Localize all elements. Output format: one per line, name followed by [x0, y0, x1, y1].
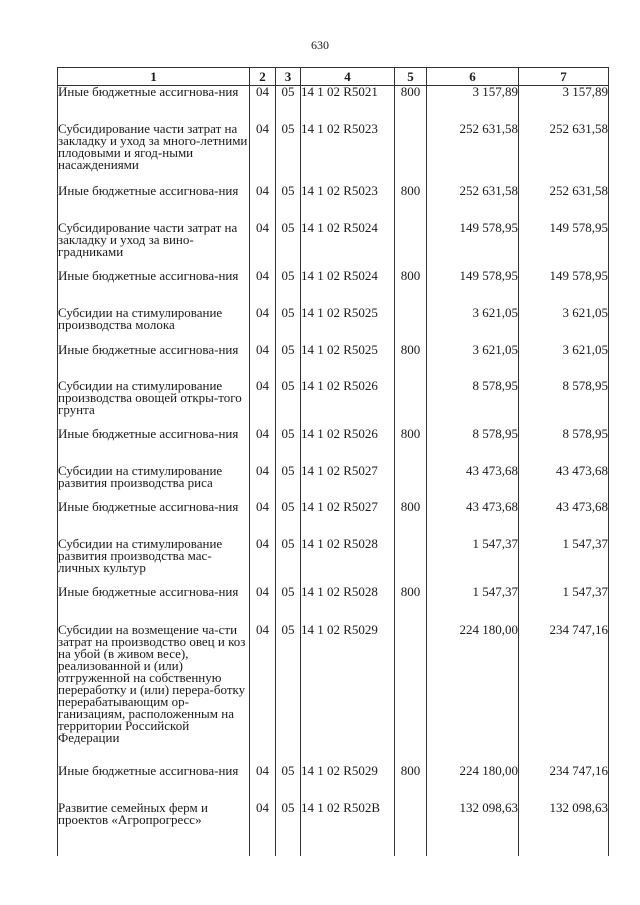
row-col3: 05	[276, 86, 301, 123]
row-col2: 04	[250, 344, 276, 380]
row-value-7: 149 578,95	[519, 222, 609, 270]
row-col2: 04	[250, 624, 276, 765]
row-value-6: 1 547,37	[427, 538, 519, 586]
row-col5: 800	[395, 185, 427, 222]
row-value-6: 224 180,00	[427, 765, 519, 802]
row-col5	[395, 380, 427, 428]
row-value-7: 1 547,37	[519, 538, 609, 586]
row-col3: 05	[276, 307, 301, 344]
row-col5: 800	[395, 270, 427, 307]
row-value-6: 3 621,05	[427, 344, 519, 380]
row-col5	[395, 222, 427, 270]
page-number: 630	[311, 38, 329, 52]
row-value-6: 252 631,58	[427, 185, 519, 222]
table-row	[58, 538, 609, 586]
row-value-7: 149 578,95	[519, 270, 609, 307]
row-value-7: 3 157,89	[519, 86, 609, 123]
row-code: 14 1 02 R5023	[301, 123, 395, 185]
table-row	[58, 624, 609, 765]
table-row	[58, 501, 609, 538]
row-code: 14 1 02 R5024	[301, 270, 395, 307]
table-row	[58, 307, 609, 344]
row-col5	[395, 123, 427, 185]
table-row	[58, 765, 609, 802]
table-row	[58, 380, 609, 428]
row-value-7: 252 631,58	[519, 123, 609, 185]
row-col2: 04	[250, 86, 276, 123]
row-value-7: 234 747,16	[519, 765, 609, 802]
table-row	[58, 428, 609, 465]
table-row	[58, 802, 609, 856]
row-col2: 04	[250, 428, 276, 465]
row-col3: 05	[276, 222, 301, 270]
row-col3: 05	[276, 765, 301, 802]
row-name: Субсидии на стимулирование развития производства мас-личных культур	[58, 538, 250, 586]
row-name: Субсидии на стимулирование производства молока	[58, 307, 250, 344]
row-col5	[395, 307, 427, 344]
row-code: 14 1 02 R5028	[301, 538, 395, 586]
row-col3: 05	[276, 538, 301, 586]
row-col3: 05	[276, 344, 301, 380]
row-col3: 05	[276, 501, 301, 538]
row-col3: 05	[276, 380, 301, 428]
row-col5	[395, 465, 427, 501]
row-code: 14 1 02 R5023	[301, 185, 395, 222]
row-name: Иные бюджетные ассигнова-ния	[58, 586, 250, 624]
row-code: 14 1 02 R5027	[301, 465, 395, 501]
row-col5: 800	[395, 86, 427, 123]
table-row	[58, 586, 609, 624]
row-col2: 04	[250, 222, 276, 270]
col-header-5: 5	[395, 68, 427, 86]
row-value-6: 252 631,58	[427, 123, 519, 185]
row-name: Субсидии на стимулирование развития производства риса	[58, 465, 250, 501]
row-col3: 05	[276, 185, 301, 222]
row-code: 14 1 02 R5026	[301, 428, 395, 465]
row-name: Иные бюджетные ассигнова-ния	[58, 270, 250, 307]
row-col5	[395, 624, 427, 765]
col-header-4: 4	[301, 68, 395, 86]
row-name: Субсидирование части затрат на закладку и уход за вино-градниками	[58, 222, 250, 270]
col-header-3: 3	[276, 68, 301, 86]
row-col2: 04	[250, 185, 276, 222]
row-col3: 05	[276, 586, 301, 624]
row-col2: 04	[250, 465, 276, 501]
row-value-7: 252 631,58	[519, 185, 609, 222]
row-value-7: 3 621,05	[519, 344, 609, 380]
row-value-6: 149 578,95	[427, 222, 519, 270]
table-row	[58, 270, 609, 307]
row-col2: 04	[250, 307, 276, 344]
row-col5: 800	[395, 586, 427, 624]
row-value-6: 43 473,68	[427, 465, 519, 501]
row-col2: 04	[250, 501, 276, 538]
table-row	[58, 185, 609, 222]
row-code: 14 1 02 R502B	[301, 802, 395, 856]
row-col2: 04	[250, 123, 276, 185]
budget-table	[57, 67, 609, 856]
row-col3: 05	[276, 123, 301, 185]
row-value-7: 3 621,05	[519, 307, 609, 344]
row-col2: 04	[250, 765, 276, 802]
col-header-6: 6	[427, 68, 519, 86]
row-value-6: 43 473,68	[427, 501, 519, 538]
table-row	[58, 465, 609, 501]
row-value-6: 224 180,00	[427, 624, 519, 765]
row-name: Субсидии на стимулирование производства овощей откры-того грунта	[58, 380, 250, 428]
row-code: 14 1 02 R5029	[301, 624, 395, 765]
row-code: 14 1 02 R5021	[301, 86, 395, 123]
table-row	[58, 222, 609, 270]
row-code: 14 1 02 R5025	[301, 344, 395, 380]
row-col2: 04	[250, 802, 276, 856]
row-name: Иные бюджетные ассигнова-ния	[58, 765, 250, 802]
row-value-7: 8 578,95	[519, 428, 609, 465]
row-value-6: 3 621,05	[427, 307, 519, 344]
table-row	[58, 123, 609, 185]
row-col3: 05	[276, 802, 301, 856]
row-value-6: 3 157,89	[427, 86, 519, 123]
row-col5: 800	[395, 428, 427, 465]
row-col2: 04	[250, 586, 276, 624]
row-col3: 05	[276, 465, 301, 501]
row-col5	[395, 802, 427, 856]
row-col2: 04	[250, 270, 276, 307]
row-name: Развитие семейных ферм и проектов «Агропрогресс»	[58, 802, 250, 856]
row-code: 14 1 02 R5026	[301, 380, 395, 428]
row-code: 14 1 02 R5024	[301, 222, 395, 270]
row-col5: 800	[395, 765, 427, 802]
row-col5: 800	[395, 344, 427, 380]
row-value-7: 8 578,95	[519, 380, 609, 428]
header-row	[58, 68, 609, 86]
row-code: 14 1 02 R5028	[301, 586, 395, 624]
row-value-6: 8 578,95	[427, 428, 519, 465]
row-value-6: 8 578,95	[427, 380, 519, 428]
row-name: Иные бюджетные ассигнова-ния	[58, 185, 250, 222]
table-row	[58, 86, 609, 123]
col-header-7: 7	[519, 68, 609, 86]
row-name: Иные бюджетные ассигнова-ния	[58, 86, 250, 123]
col-header-2: 2	[250, 68, 276, 86]
row-value-7: 1 547,37	[519, 586, 609, 624]
row-name: Иные бюджетные ассигнова-ния	[58, 501, 250, 538]
col-header-1: 1	[58, 68, 250, 86]
row-value-7: 43 473,68	[519, 501, 609, 538]
row-col2: 04	[250, 538, 276, 586]
row-col3: 05	[276, 270, 301, 307]
row-name: Субсидирование части затрат на закладку и уход за много-летними плодовыми и ягод-ными насаждениями	[58, 123, 250, 185]
row-name: Субсидии на возмещение ча-сти затрат на производство овец и коз на убой (в живом весе), реализованной и (или) отгруженной на собственную переработку и (или) перера-ботку перерабатывающим ор-ганизациям, расположенным на территории Российской Федерации	[58, 624, 250, 765]
row-code: 14 1 02 R5025	[301, 307, 395, 344]
row-value-6: 149 578,95	[427, 270, 519, 307]
row-code: 14 1 02 R5029	[301, 765, 395, 802]
row-name: Иные бюджетные ассигнова-ния	[58, 344, 250, 380]
row-col2: 04	[250, 380, 276, 428]
row-col5: 800	[395, 501, 427, 538]
table-row	[58, 344, 609, 380]
row-value-7: 234 747,16	[519, 624, 609, 765]
row-col5	[395, 538, 427, 586]
row-code: 14 1 02 R5027	[301, 501, 395, 538]
row-value-6: 1 547,37	[427, 586, 519, 624]
row-value-6: 132 098,63	[427, 802, 519, 856]
row-col3: 05	[276, 624, 301, 765]
row-value-7: 132 098,63	[519, 802, 609, 856]
row-value-7: 43 473,68	[519, 465, 609, 501]
row-name: Иные бюджетные ассигнова-ния	[58, 428, 250, 465]
row-col3: 05	[276, 428, 301, 465]
